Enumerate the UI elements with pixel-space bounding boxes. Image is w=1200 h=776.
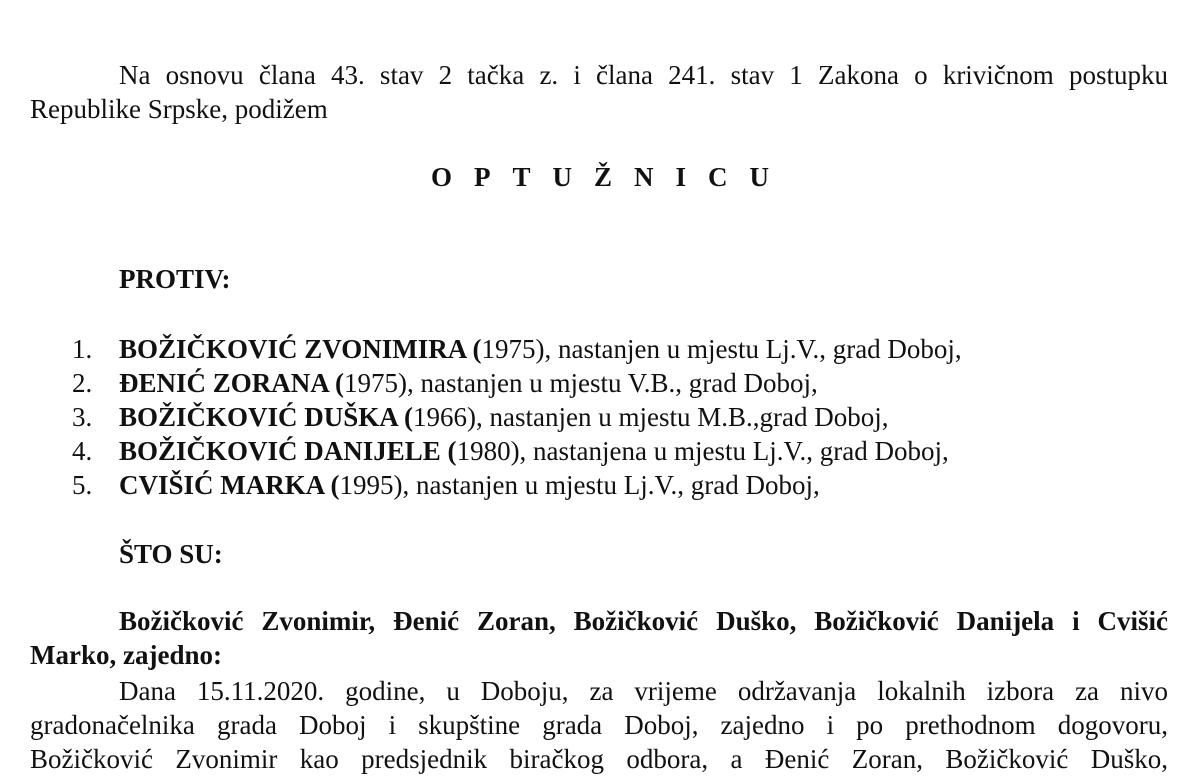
defendant-details: 1995), nastanjen u mjestu Lj.V., grad Doboj, (339, 470, 820, 500)
against-heading: PROTIV: (119, 264, 231, 294)
defendant-name: BOŽIČKOVIĆ DUŠKA ( (119, 402, 414, 432)
defendant-name: BOŽIČKOVIĆ ZVONIMIRA ( (119, 334, 482, 364)
defendant-number: 4. (72, 436, 93, 466)
defendant-name: ĐENIĆ ZORANA ( (119, 368, 345, 398)
document-title: OPTUŽNICU (430, 162, 791, 192)
intro-line-2: Republike Srpske, podižem (30, 94, 328, 124)
defendant-details: 1966), nastanjen u mjestu M.B.,grad Doboj, (413, 402, 889, 432)
defendant-item-4 (72, 434, 949, 468)
defendant-number: 1. (72, 334, 93, 364)
defendant-item-2 (72, 366, 818, 400)
defendant-name: BOŽIČKOVIĆ DANIJELE ( (119, 436, 457, 466)
accused-together-line-1: Božičković Zvonimir, Đenić Zoran, Božičković Duško, Božičković Danijela i Cvišić (119, 606, 1168, 636)
defendant-item-1 (72, 332, 962, 366)
intro-line-1: Na osnovu člana 43. stav 2 tačka z. i člana 241. stav 1 Zakona o krivičnom postupku (119, 60, 1168, 90)
defendant-name: CVIŠIĆ MARKA ( (119, 470, 340, 500)
defendant-number: 2. (72, 368, 93, 398)
body-line-3: Božičković Zvonimir kao predsjednik biračkog odbora, a Đenić Zoran, Božičković Duško, (30, 744, 1168, 774)
what-heading: ŠTO SU: (119, 539, 223, 569)
defendant-details: 1980), nastanjena u mjestu Lj.V., grad Doboj, (456, 436, 949, 466)
defendant-number: 3. (72, 402, 93, 432)
defendant-item-3 (72, 400, 889, 434)
defendant-number: 5. (72, 470, 93, 500)
defendant-details: 1975), nastanjen u mjestu V.B., grad Doboj, (344, 368, 818, 398)
accused-together-line-2: Marko, zajedno: (30, 640, 222, 670)
body-line-1: Dana 15.11.2020. godine, u Doboju, za vrijeme održavanja lokalnih izbora za nivo (119, 676, 1168, 706)
defendant-details: 1975), nastanjen u mjestu Lj.V., grad Doboj, (481, 334, 962, 364)
defendant-item-5 (72, 468, 820, 502)
body-line-2: gradonačelnika grada Doboj i skupštine grada Doboj, zajedno i po prethodnom dogovoru, (30, 710, 1168, 740)
